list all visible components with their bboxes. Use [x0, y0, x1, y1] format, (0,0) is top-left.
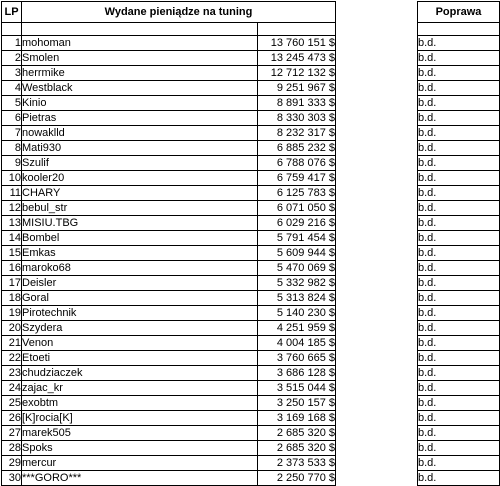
ranking-table [1, 1, 500, 486]
fix-cell: b.d. [418, 66, 500, 81]
player-name-cell: Venon [22, 336, 258, 351]
amount-cell: 4 004 185 $ [258, 336, 336, 351]
rank-cell: 1 [2, 36, 22, 51]
fix-cell: b.d. [418, 306, 500, 321]
header-spent: Wydane pieniądze na tuning [22, 2, 336, 23]
table-row [2, 366, 500, 381]
table-row [2, 426, 500, 441]
empty-cell [336, 396, 418, 411]
empty-cell [336, 381, 418, 396]
fix-cell: b.d. [418, 276, 500, 291]
amount-cell: 2 685 320 $ [258, 441, 336, 456]
player-name-cell: Goral [22, 291, 258, 306]
spacer-cell [418, 23, 500, 36]
player-name-cell: [K]rocia[K] [22, 411, 258, 426]
fix-cell: b.d. [418, 126, 500, 141]
amount-cell: 12 712 132 $ [258, 66, 336, 81]
empty-cell [336, 186, 418, 201]
amount-cell: 8 330 303 $ [258, 111, 336, 126]
amount-cell: 5 470 069 $ [258, 261, 336, 276]
amount-cell: 2 250 770 $ [258, 471, 336, 486]
empty-cell [336, 441, 418, 456]
rank-cell: 18 [2, 291, 22, 306]
table-row [2, 411, 500, 426]
rank-cell: 17 [2, 276, 22, 291]
empty-cell [336, 126, 418, 141]
rank-cell: 22 [2, 351, 22, 366]
spacer-cell [336, 23, 418, 36]
player-name-cell: chudziaczek [22, 366, 258, 381]
table-row [2, 51, 500, 66]
fix-cell: b.d. [418, 51, 500, 66]
table-row [2, 396, 500, 411]
player-name-cell: exobtm [22, 396, 258, 411]
fix-cell: b.d. [418, 471, 500, 486]
amount-cell: 2 685 320 $ [258, 426, 336, 441]
table-row [2, 321, 500, 336]
player-name-cell: mohoman [22, 36, 258, 51]
table-row [2, 141, 500, 156]
rank-cell: 9 [2, 156, 22, 171]
empty-cell [336, 51, 418, 66]
empty-cell [336, 276, 418, 291]
fix-cell: b.d. [418, 456, 500, 471]
amount-cell: 13 245 473 $ [258, 51, 336, 66]
player-name-cell: Deisler [22, 276, 258, 291]
empty-cell [336, 36, 418, 51]
empty-cell [336, 321, 418, 336]
empty-cell [336, 306, 418, 321]
empty-cell [336, 96, 418, 111]
amount-cell: 3 250 157 $ [258, 396, 336, 411]
rank-cell: 11 [2, 186, 22, 201]
fix-cell: b.d. [418, 201, 500, 216]
fix-cell: b.d. [418, 231, 500, 246]
fix-cell: b.d. [418, 156, 500, 171]
empty-cell [336, 156, 418, 171]
table-row [2, 261, 500, 276]
empty-cell [336, 291, 418, 306]
fix-cell: b.d. [418, 81, 500, 96]
fix-cell: b.d. [418, 366, 500, 381]
fix-cell: b.d. [418, 171, 500, 186]
rank-cell: 28 [2, 441, 22, 456]
amount-cell: 8 891 333 $ [258, 96, 336, 111]
rank-cell: 25 [2, 396, 22, 411]
rank-cell: 10 [2, 171, 22, 186]
player-name-cell: Westblack [22, 81, 258, 96]
empty-cell [336, 201, 418, 216]
table-row [2, 126, 500, 141]
table-row [2, 456, 500, 471]
player-name-cell: ***GORO*** [22, 471, 258, 486]
table-row [2, 381, 500, 396]
fix-cell: b.d. [418, 441, 500, 456]
empty-cell [336, 111, 418, 126]
table-row [2, 306, 500, 321]
empty-cell [336, 246, 418, 261]
fix-cell: b.d. [418, 96, 500, 111]
player-name-cell: Szydera [22, 321, 258, 336]
rank-cell: 21 [2, 336, 22, 351]
rank-cell: 7 [2, 126, 22, 141]
amount-cell: 6 759 417 $ [258, 171, 336, 186]
table-row [2, 351, 500, 366]
table-row [2, 441, 500, 456]
empty-cell [336, 141, 418, 156]
empty-cell [336, 426, 418, 441]
fix-cell: b.d. [418, 351, 500, 366]
fix-cell: b.d. [418, 396, 500, 411]
player-name-cell: maroko68 [22, 261, 258, 276]
amount-cell: 13 760 151 $ [258, 36, 336, 51]
rank-cell: 16 [2, 261, 22, 276]
player-name-cell: nowaklld [22, 126, 258, 141]
fix-cell: b.d. [418, 186, 500, 201]
player-name-cell: Etoeti [22, 351, 258, 366]
fix-cell: b.d. [418, 381, 500, 396]
table-row [2, 336, 500, 351]
rank-cell: 4 [2, 81, 22, 96]
rank-cell: 30 [2, 471, 22, 486]
header-gap [336, 2, 418, 23]
amount-cell: 5 332 982 $ [258, 276, 336, 291]
amount-cell: 5 609 944 $ [258, 246, 336, 261]
fix-cell: b.d. [418, 216, 500, 231]
fix-cell: b.d. [418, 246, 500, 261]
table-row [2, 66, 500, 81]
rank-cell: 6 [2, 111, 22, 126]
spacer-cell [258, 23, 336, 36]
rank-cell: 13 [2, 216, 22, 231]
fix-cell: b.d. [418, 36, 500, 51]
empty-cell [336, 231, 418, 246]
player-name-cell: bebul_str [22, 201, 258, 216]
rank-cell: 5 [2, 96, 22, 111]
table-row [2, 201, 500, 216]
rank-cell: 8 [2, 141, 22, 156]
fix-cell: b.d. [418, 141, 500, 156]
empty-cell [336, 471, 418, 486]
player-name-cell: Pirotechnik [22, 306, 258, 321]
empty-cell [336, 216, 418, 231]
rank-cell: 24 [2, 381, 22, 396]
rank-cell: 12 [2, 201, 22, 216]
table-row [2, 81, 500, 96]
empty-cell [336, 351, 418, 366]
rank-cell: 27 [2, 426, 22, 441]
table-row [2, 36, 500, 51]
amount-cell: 3 169 168 $ [258, 411, 336, 426]
fix-cell: b.d. [418, 336, 500, 351]
rank-cell: 2 [2, 51, 22, 66]
amount-cell: 6 125 783 $ [258, 186, 336, 201]
fix-cell: b.d. [418, 291, 500, 306]
spacer-cell [2, 23, 22, 36]
table-row [2, 156, 500, 171]
player-name-cell: Bombel [22, 231, 258, 246]
player-name-cell: Kinio [22, 96, 258, 111]
player-name-cell: MISIU.TBG [22, 216, 258, 231]
empty-cell [336, 336, 418, 351]
amount-cell: 3 515 044 $ [258, 381, 336, 396]
empty-cell [336, 456, 418, 471]
amount-cell: 4 251 959 $ [258, 321, 336, 336]
header-row [2, 2, 500, 23]
amount-cell: 6 071 050 $ [258, 201, 336, 216]
rank-cell: 23 [2, 366, 22, 381]
amount-cell: 9 251 967 $ [258, 81, 336, 96]
amount-cell: 3 686 128 $ [258, 366, 336, 381]
empty-cell [336, 261, 418, 276]
amount-cell: 2 373 533 $ [258, 456, 336, 471]
amount-cell: 6 788 076 $ [258, 156, 336, 171]
fix-cell: b.d. [418, 411, 500, 426]
table-row [2, 186, 500, 201]
player-name-cell: mercur [22, 456, 258, 471]
empty-cell [336, 411, 418, 426]
player-name-cell: zajac_kr [22, 381, 258, 396]
rank-cell: 29 [2, 456, 22, 471]
table-body [2, 36, 500, 486]
rank-cell: 3 [2, 66, 22, 81]
amount-cell: 5 791 454 $ [258, 231, 336, 246]
header-lp: LP [2, 2, 22, 23]
empty-cell [336, 81, 418, 96]
rank-cell: 20 [2, 321, 22, 336]
table-row [2, 276, 500, 291]
table-row [2, 246, 500, 261]
rank-cell: 19 [2, 306, 22, 321]
fix-cell: b.d. [418, 111, 500, 126]
header-fix: Poprawa [418, 2, 500, 23]
player-name-cell: CHARY [22, 186, 258, 201]
rank-cell: 14 [2, 231, 22, 246]
table-row [2, 111, 500, 126]
amount-cell: 8 232 317 $ [258, 126, 336, 141]
amount-cell: 6 885 232 $ [258, 141, 336, 156]
amount-cell: 6 029 216 $ [258, 216, 336, 231]
fix-cell: b.d. [418, 426, 500, 441]
fix-cell: b.d. [418, 261, 500, 276]
player-name-cell: Smolen [22, 51, 258, 66]
fix-cell: b.d. [418, 321, 500, 336]
empty-cell [336, 66, 418, 81]
player-name-cell: Spoks [22, 441, 258, 456]
player-name-cell: Pietras [22, 111, 258, 126]
empty-cell [336, 171, 418, 186]
rank-cell: 15 [2, 246, 22, 261]
table-row [2, 171, 500, 186]
empty-cell [336, 366, 418, 381]
player-name-cell: herrmike [22, 66, 258, 81]
table-row [2, 216, 500, 231]
amount-cell: 5 140 230 $ [258, 306, 336, 321]
amount-cell: 5 313 824 $ [258, 291, 336, 306]
rank-cell: 26 [2, 411, 22, 426]
table-row [2, 96, 500, 111]
amount-cell: 3 760 665 $ [258, 351, 336, 366]
table-row [2, 471, 500, 486]
player-name-cell: Mati930 [22, 141, 258, 156]
player-name-cell: Szulif [22, 156, 258, 171]
header-spacer-row [2, 23, 500, 36]
spacer-cell [22, 23, 258, 36]
player-name-cell: Emkas [22, 246, 258, 261]
player-name-cell: kooler20 [22, 171, 258, 186]
player-name-cell: marek505 [22, 426, 258, 441]
table-row [2, 291, 500, 306]
table-row [2, 231, 500, 246]
